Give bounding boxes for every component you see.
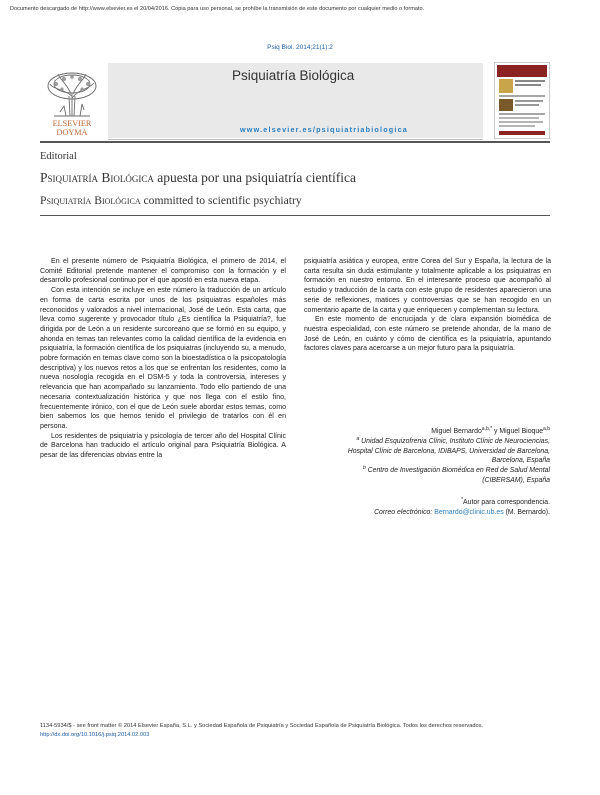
title-es-journal: Psiquiatría Biológica xyxy=(40,170,154,185)
correspondence-text: Autor para correspondencia. xyxy=(463,499,550,506)
footer-copyright: 1134-5934/$ - see front matter © 2014 Elsevier España, S.L. y Sociedad Española de Psiquiatría y Sociedad Española de Psiquiatría Biológica. Todos los derechos reservados. xyxy=(40,723,484,729)
paragraph: En el presente número de Psiquiatría Biológica, el primero de 2014, el Comité Editorial pretende mantener el compromiso con la formación y el desarrollo profesional continuo por el que apostó en esta nueva etapa. xyxy=(40,258,286,285)
affiliation-line: Barcelona, España xyxy=(491,457,550,465)
journal-url-link[interactable]: www.elsevier.es/psiquiatriabiologica xyxy=(240,125,408,134)
article-title-english xyxy=(40,194,302,207)
correspondence-marker: * xyxy=(461,497,464,503)
email-label: Correo electrónico: xyxy=(374,509,435,516)
author-affiliation-marker: a,b xyxy=(543,426,550,432)
body-column-right xyxy=(304,257,551,354)
article-title-spanish xyxy=(40,170,356,186)
affiliation-line: (CIBERSAM), España xyxy=(482,476,550,484)
correspondence-note xyxy=(304,498,550,508)
paragraph: psiquiatría asiática y europea, entre Corea del Sur y España, la lectura de la carta resulta sin duda estimulante y totalmente aplicable a los psiquiatras en formación en nuestro entorno. En el interesante proceso que acompañó al estudio y traducción de la carta con este grupo de residentes aparecieron una serie de reflexiones, matices y controversias que se han recogido en un comentario aparte de la carta y que enriquecen y complementan su lectura. xyxy=(304,258,551,314)
correspondence-email-line xyxy=(304,508,550,518)
paragraph: En este momento de encrucijada y de clara expansión biomédica de nuestra especialidad, con este número se pretende ahondar, de la mano de José de León, en cuánto y cómo de científica es la psiquiatría, apuntando factores claves para acercarse a un mejor futuro para la psiquiatría. xyxy=(304,316,551,353)
download-notice: Documento descargado de http://www.elsevier.es el 20/04/2016. Copia para uso personal, se prohíbe la transmisión de este documento por cualquier medio o formato. xyxy=(10,6,425,12)
paragraph: Con esta intención se incluye en este número la traducción de un artículo en forma de carta escrita por unos de los psiquiatras españoles más reconocidos y valorados a nivel internacional, José de León. Esta carta, que lleva como sugerente y provocador título ¿Es científica la Psiquiatría?, fue dirigida por de León a un residente surcoreano que se formó en su equipo, y ahonda en temas tan relevantes como la calidad científica de la evidencia en psiquiatría, la formación científica de los psiquiatras (incluyendo su, a menudo, pobre formación en temas clave como son la bioestadística o la psicopatología descriptiva) y los nuevos retos a los que se enfrentan los residentes, como la nueva nosología recogida en el DSM-5 y toda la controversia, intereses y relevancia que han acompañado su lanzamiento. Todo ello partiendo de una necesaria contextualización histórica y que nos llega con el estilo fino, frecuentemente irónico, con el que de León suele abordar estos temas, como bien sabemos los que hemos tenido el privilegio de tratarlos con él en persona. xyxy=(40,287,286,430)
journal-name: Psiquiatría Biológica xyxy=(232,68,355,83)
publisher-line1: ELSEVIER xyxy=(52,119,92,128)
affiliation-a xyxy=(304,437,550,466)
author-name: Miguel Bioque xyxy=(499,428,544,435)
masthead-divider xyxy=(108,139,483,140)
journal-citation: Psiq Biol. 2014;21(1):2 xyxy=(267,44,333,51)
footer-doi-link[interactable]: http://dx.doi.org/10.1016/j.psiq.2014.02.003 xyxy=(40,732,150,738)
author-list xyxy=(304,427,550,437)
affiliation-line: Unidad Esquizofrenia Clínic, Instituto Clínic de Neurociencias, xyxy=(361,438,550,445)
author-affiliation-marker: a,b,* xyxy=(481,426,493,432)
title-es-rest: apuesta por una psiquiatría científica xyxy=(153,170,356,185)
affiliation-marker: b xyxy=(362,465,366,471)
title-en-journal: Psiquiatría Biológica xyxy=(40,194,141,207)
title-en-rest: committed to scientific psychiatry xyxy=(140,194,302,207)
author-connector: y xyxy=(492,428,500,435)
affiliation-b xyxy=(304,466,550,485)
paragraph: Los residentes de psiquiatría y psicología de tercer año del Hospital Clínic de Barcelona han traducido el artículo original para Psiquiatría Biológica. A pesar de las diferencias obvias entre la xyxy=(40,432,286,460)
journal-cover-thumbnail xyxy=(494,62,550,139)
header-rule xyxy=(40,141,550,143)
affiliation-marker: a xyxy=(356,436,360,442)
email-link[interactable]: Bernardo@clinic.ub.es xyxy=(434,509,504,516)
email-suffix: (M. Bernardo). xyxy=(503,509,550,516)
affiliation-line: Hospital Clínic de Barcelona, IDIBAPS, Universidad de Barcelona, xyxy=(347,447,550,455)
elsevier-logo xyxy=(40,70,104,136)
author-name: Miguel Bernardo xyxy=(431,428,482,435)
publisher-line2: DOYMA xyxy=(56,128,88,136)
title-rule xyxy=(40,215,550,216)
body-column-left xyxy=(40,257,286,461)
section-label: Editorial xyxy=(40,151,77,162)
affiliation-line: Centro de Investigación Biomédica en Red de Salud Mental xyxy=(367,467,550,474)
